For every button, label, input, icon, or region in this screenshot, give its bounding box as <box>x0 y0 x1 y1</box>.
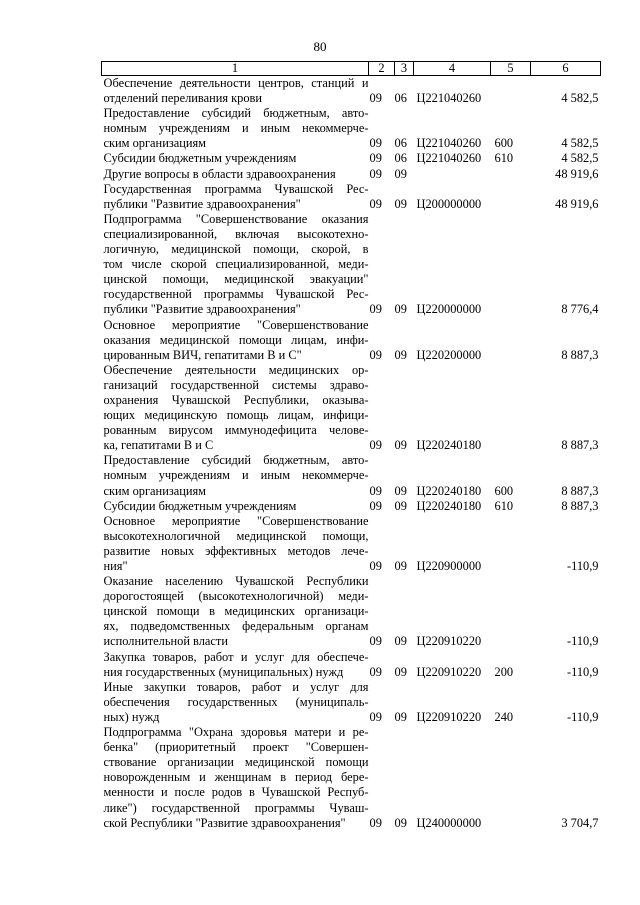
row-name-line: Государственная программа Чувашской Рес- <box>103 181 369 196</box>
column-header-expense-kind: 5 <box>491 62 531 76</box>
row-name-line: Подпрограмма "Совершенствование оказания <box>103 211 369 226</box>
row-name-line: охранения Чувашской Республики, оказыва- <box>103 392 369 407</box>
row-expense-kind <box>491 363 531 454</box>
row-amount: 4 582,5 <box>561 136 599 151</box>
row-name-line: ским организациям <box>103 483 207 498</box>
row-section: 09 <box>369 498 382 513</box>
row-target-article <box>414 167 491 182</box>
row-expense-kind <box>491 167 531 182</box>
row-name-line: Подпрограмма "Охрана здоровья матери и ре- <box>103 725 369 740</box>
budget-table <box>101 61 601 831</box>
row-expense-kind: 610 <box>494 151 514 166</box>
row-name-line: обеспечения государственных (муниципаль- <box>103 694 369 709</box>
row-name-line: Предоставление субсидий бюджетным, авто- <box>103 453 369 468</box>
row-amount: 4 582,5 <box>561 91 599 106</box>
row-name-line: публики "Развитие здравоохранения" <box>103 302 301 317</box>
row-target-article: Ц200000000 <box>416 196 482 211</box>
row-amount: 8 887,3 <box>561 483 599 498</box>
row-name-line: Предоставление субсидий бюджетным, авто- <box>103 106 369 121</box>
row-amount: 8 776,4 <box>561 302 599 317</box>
row-name-line: лике") государственной программы Чуваш- <box>103 800 369 815</box>
row-name-cell <box>102 318 369 363</box>
row-section: 09 <box>369 196 382 211</box>
budget-table-body <box>102 76 601 831</box>
row-name-line: номным учреждениям и иным некоммерче- <box>103 468 369 483</box>
row-target-article: Ц220900000 <box>416 559 482 573</box>
row-subsection: 09 <box>394 347 407 362</box>
row-name-line: ния" <box>103 559 128 573</box>
column-number-row <box>102 62 601 76</box>
row-subsection: 09 <box>394 483 407 498</box>
table-row <box>102 167 601 182</box>
row-name-line: высокотехнологичной медицинской помощи, <box>103 528 369 543</box>
row-name-cell <box>102 363 369 454</box>
table-row <box>102 212 601 318</box>
row-expense-kind: 600 <box>494 483 514 498</box>
row-subsection: 09 <box>394 438 407 453</box>
row-name-line: государственной программы Чувашской Рес- <box>103 287 369 302</box>
row-section: 09 <box>369 438 382 453</box>
row-target-article: Ц220910220 <box>416 709 482 724</box>
row-name-cell <box>102 499 369 514</box>
row-name-line: Основное мероприятие "Совершенствование <box>103 317 369 332</box>
row-subsection: 06 <box>394 151 407 166</box>
row-amount: 3 704,7 <box>561 815 599 830</box>
table-row <box>102 363 601 454</box>
row-section: 09 <box>369 664 382 679</box>
row-name-line: ющих медицинскую помощь лицам, инфици- <box>103 408 369 423</box>
row-expense-kind <box>491 514 531 574</box>
row-name-line: ганизаций государственной системы здраво- <box>103 377 369 392</box>
row-subsection: 09 <box>394 709 407 724</box>
row-name-line: отделений переливания крови <box>103 91 263 106</box>
row-name-line: цинской помощи в медицинских организаци- <box>103 604 369 619</box>
row-amount: 8 887,3 <box>561 438 599 453</box>
row-name-line: ским организациям <box>103 136 207 151</box>
column-header-subsection: 3 <box>395 62 414 76</box>
row-target-article: Ц221040260 <box>416 151 482 166</box>
row-name-cell <box>102 212 369 318</box>
row-section: 09 <box>369 559 382 573</box>
table-row <box>102 453 601 498</box>
table-row <box>102 318 601 363</box>
row-section: 09 <box>369 91 382 106</box>
row-section: 09 <box>369 815 382 830</box>
table-row <box>102 499 601 514</box>
row-amount: -110,9 <box>566 664 599 679</box>
row-name-line: цинской помощи, медицинской эвакуации" <box>103 272 369 287</box>
row-name-cell <box>102 725 369 831</box>
row-expense-kind: 240 <box>494 709 514 724</box>
row-name-cell <box>102 167 369 182</box>
row-subsection: 09 <box>394 815 407 830</box>
column-header-amount: 6 <box>531 62 601 76</box>
column-header-name: 1 <box>102 62 369 76</box>
row-amount: 8 887,3 <box>561 498 599 513</box>
row-name-line: оказания медицинской помощи лицам, инфи- <box>103 332 369 347</box>
row-name-line: новорожденным и женщинам в период бере- <box>103 770 369 785</box>
table-row <box>102 725 601 831</box>
row-target-article: Ц220000000 <box>416 302 482 317</box>
row-subsection: 09 <box>394 166 407 181</box>
row-subsection: 06 <box>394 91 407 106</box>
row-amount: 48 919,6 <box>555 166 599 181</box>
row-name-line: Обеспечение деятельности центров, станций и <box>103 76 369 90</box>
page-number: 80 <box>313 39 327 54</box>
row-name-line: ния государственных (муниципальных) нужд <box>103 664 344 679</box>
row-target-article: Ц220240180 <box>416 483 482 498</box>
row-target-article: Ц220240180 <box>416 498 482 513</box>
table-row <box>102 650 601 680</box>
row-subsection: 09 <box>394 634 407 649</box>
row-target-article: Ц220910220 <box>416 634 482 649</box>
row-target-article: Ц220200000 <box>416 347 482 362</box>
row-section: 09 <box>369 166 382 181</box>
row-name-line: рованным вирусом иммунодефицита челове- <box>103 423 369 438</box>
row-expense-kind: 600 <box>494 136 514 151</box>
row-name-cell <box>102 650 369 680</box>
table-row <box>102 574 601 649</box>
row-name-line: ка, гепатитами В и С <box>103 438 214 453</box>
row-amount: 4 582,5 <box>561 151 599 166</box>
row-name-line: логичную, медицинской помощи, скорой, в <box>103 242 369 257</box>
row-target-article: Ц221040260 <box>416 136 482 151</box>
row-target-article: Ц221040260 <box>416 91 482 106</box>
row-amount: -110,9 <box>566 634 599 649</box>
row-name-line: Основное мероприятие "Совершенствование <box>103 513 369 528</box>
row-name-line: Оказание населению Чувашской Республики <box>103 574 369 589</box>
row-name-line: ях, подведомственных федеральным органам <box>103 619 369 634</box>
row-section: 09 <box>369 302 382 317</box>
row-name-line: Другие вопросы в области здравоохранения <box>103 166 336 181</box>
table-row <box>102 680 601 725</box>
column-header-section: 2 <box>369 62 395 76</box>
row-subsection: 09 <box>394 196 407 211</box>
row-amount: 48 919,6 <box>555 196 599 211</box>
row-subsection: 09 <box>394 302 407 317</box>
row-name-line: публики "Развитие здравоохранения" <box>103 196 301 211</box>
row-name-line: Субсидии бюджетным учреждениям <box>103 151 297 166</box>
row-name-cell <box>102 182 369 212</box>
row-name-cell <box>102 76 369 107</box>
column-header-target-article: 4 <box>414 62 491 76</box>
row-expense-kind: 610 <box>494 498 514 513</box>
row-name-line: ствование организации медицинской помощи <box>103 755 369 770</box>
row-name-line: менности и после родов в Чувашской Респуб- <box>103 785 369 800</box>
row-subsection: 06 <box>394 136 407 151</box>
row-section: 09 <box>369 634 382 649</box>
row-name-line: исполнительной власти <box>103 634 228 649</box>
table-row <box>102 76 601 107</box>
row-name-line: развитие новых эффективных методов лече- <box>103 543 369 558</box>
row-name-cell <box>102 106 369 151</box>
row-name-line: бенка" (приоритетный проект "Совершен- <box>103 740 369 755</box>
row-expense-kind <box>491 212 531 318</box>
row-name-line: Субсидии бюджетным учреждениям <box>103 498 297 513</box>
row-expense-kind <box>491 574 531 649</box>
row-expense-kind: 200 <box>494 664 514 679</box>
row-name-line: Обеспечение деятельности медицинских ор- <box>103 362 369 377</box>
table-row <box>102 106 601 151</box>
row-expense-kind <box>491 725 531 831</box>
row-subsection: 09 <box>394 498 407 513</box>
row-name-line: ской Республики "Развитие здравоохранения" <box>103 815 346 830</box>
row-name-line: Закупка товаров, работ и услуг для обеспече- <box>103 649 369 664</box>
table-row <box>102 182 601 212</box>
row-target-article: Ц220240180 <box>416 438 482 453</box>
row-target-article: Ц240000000 <box>416 815 482 830</box>
row-name-line: Иные закупки товаров, работ и услуг для <box>103 679 369 694</box>
row-name-cell <box>102 574 369 649</box>
row-amount: 8 887,3 <box>561 347 599 362</box>
row-section: 09 <box>369 347 382 362</box>
row-name-line: ных) нужд <box>103 709 160 724</box>
table-row <box>102 514 601 574</box>
row-target-article: Ц220910220 <box>416 664 482 679</box>
row-subsection: 09 <box>394 664 407 679</box>
row-name-cell <box>102 680 369 725</box>
row-section: 09 <box>369 483 382 498</box>
table-row <box>102 151 601 166</box>
row-name-cell <box>102 453 369 498</box>
row-subsection: 09 <box>394 559 407 573</box>
row-name-cell <box>102 514 369 574</box>
row-name-line: номным учреждениям и иным некоммерче- <box>103 121 369 136</box>
row-name-line: том числе скорой специализированной, меди- <box>103 257 369 272</box>
row-name-cell <box>102 151 369 166</box>
row-amount: -110,9 <box>566 709 599 724</box>
row-name-line: дорогостоящей (высокотехнологичной) меди- <box>103 589 369 604</box>
row-section: 09 <box>369 151 382 166</box>
row-expense-kind <box>491 318 531 363</box>
row-name-line: цированным ВИЧ, гепатитами В и С" <box>103 347 302 362</box>
row-section: 09 <box>369 709 382 724</box>
row-name-line: специализированной, включая высокотехно- <box>103 226 369 241</box>
row-section: 09 <box>369 136 382 151</box>
row-expense-kind <box>491 76 531 107</box>
row-amount: -110,9 <box>566 559 599 573</box>
row-expense-kind <box>491 182 531 212</box>
